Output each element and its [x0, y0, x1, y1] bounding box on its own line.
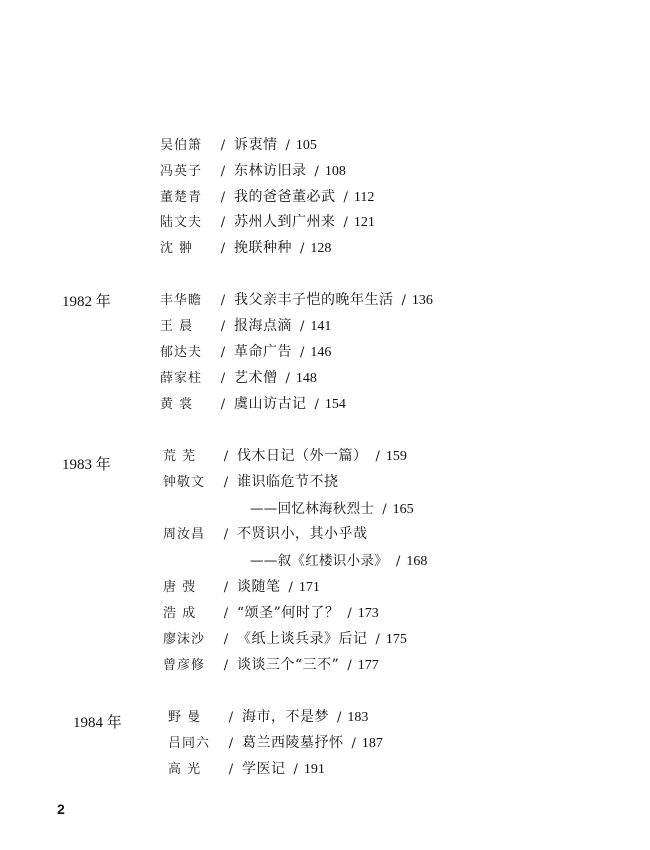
entry-title: 不贤识小，其小乎哉 — [237, 526, 368, 542]
entry-title: 挽联种种 — [234, 240, 292, 256]
entry-title: 谁识临危节不挠 — [237, 474, 339, 490]
entry-page: 112 — [353, 190, 375, 205]
entry-page: 168 — [406, 554, 428, 569]
entry-subtitle: ——叙《红楼识小录》 — [250, 553, 388, 569]
toc-entry — [163, 576, 320, 598]
toc-entry — [163, 523, 368, 545]
toc-entry — [160, 393, 346, 415]
toc-entry-subtitle — [250, 497, 414, 519]
author-separator: / — [223, 449, 229, 464]
entry-page: 165 — [392, 502, 414, 517]
entry-title: 革命广告 — [234, 344, 292, 360]
entry-title: 谈随笔 — [237, 579, 281, 595]
entry-title: 葛兰西陵墓抒怀 — [242, 735, 344, 751]
author-separator: / — [220, 241, 226, 256]
entry-title: 我的爸爸董必武 — [234, 189, 336, 205]
page-separator: / — [382, 502, 387, 517]
author-separator: / — [223, 580, 229, 595]
toc-entry — [163, 602, 379, 624]
entry-page: 191 — [303, 762, 325, 777]
author-separator: / — [223, 475, 229, 490]
entry-page: 105 — [295, 138, 317, 153]
toc-entry — [163, 471, 339, 493]
entry-page: 173 — [357, 606, 379, 621]
author-separator: / — [223, 606, 229, 621]
toc-entry — [160, 315, 331, 337]
toc-entry — [163, 654, 379, 676]
page-separator: / — [314, 164, 319, 179]
year-1984: 1984 年 — [73, 715, 122, 731]
entry-author: 钟敬文 — [163, 475, 206, 490]
toc-entry-subtitle — [250, 549, 427, 571]
entry-author: 薛家柱 — [160, 371, 203, 386]
toc-entry — [160, 211, 375, 233]
entry-page: 175 — [385, 632, 407, 647]
page-separator: / — [396, 554, 401, 569]
author-separator: / — [228, 710, 234, 725]
page-separator: / — [337, 710, 342, 725]
entry-author: 郁达夫 — [160, 345, 203, 360]
toc-entry — [168, 758, 325, 780]
toc-entry — [160, 237, 331, 259]
entry-title: 海市，不是梦 — [242, 709, 329, 725]
entry-page: 183 — [347, 710, 369, 725]
page-separator: / — [375, 632, 380, 647]
entry-author: 吴伯箫 — [160, 138, 203, 153]
author-separator: / — [220, 164, 226, 179]
entry-page: 177 — [357, 658, 379, 673]
page-separator: / — [401, 293, 406, 308]
entry-page: 141 — [310, 319, 332, 334]
toc-entry — [160, 289, 433, 311]
page-separator: / — [343, 190, 348, 205]
toc-entry — [160, 367, 317, 389]
entry-page: 187 — [361, 736, 383, 751]
entry-author: 浩 成 — [163, 606, 197, 621]
page-number: 2 — [57, 801, 65, 817]
entry-title: 虞山访古记 — [234, 396, 307, 412]
entry-title: 《纸上谈兵录》后记 — [237, 631, 368, 647]
toc-entry — [168, 732, 383, 754]
entry-page: 108 — [324, 164, 346, 179]
entry-title: 诉衷情 — [234, 137, 278, 153]
page-separator: / — [285, 371, 290, 386]
toc-entry — [168, 706, 368, 728]
page-separator: / — [288, 580, 293, 595]
entry-title: 谈谈三个“三不” — [237, 657, 340, 673]
author-separator: / — [220, 215, 226, 230]
author-separator: / — [220, 397, 226, 412]
entry-author: 黄 裳 — [160, 397, 194, 412]
page-separator: / — [285, 138, 290, 153]
entry-author: 唐 弢 — [163, 580, 197, 595]
toc-entry — [163, 445, 407, 467]
author-separator: / — [220, 293, 226, 308]
entry-author: 曾彦修 — [163, 658, 206, 673]
page-separator: / — [343, 215, 348, 230]
entry-title: 学医记 — [242, 761, 286, 777]
entry-author: 丰华瞻 — [160, 293, 203, 308]
page-separator: / — [300, 241, 305, 256]
entry-page: 121 — [353, 215, 375, 230]
entry-author: 吕同六 — [168, 736, 211, 751]
entry-author: 王 晨 — [160, 319, 194, 334]
author-separator: / — [223, 632, 229, 647]
entry-title: 东林访旧录 — [234, 163, 307, 179]
entry-page: 128 — [310, 241, 332, 256]
year-1982: 1982 年 — [62, 294, 111, 310]
author-separator: / — [223, 527, 229, 542]
entry-author: 周汝昌 — [163, 527, 206, 542]
entry-author: 高 光 — [168, 762, 202, 777]
author-separator: / — [228, 762, 234, 777]
entry-title: 苏州人到广州来 — [234, 214, 336, 230]
entry-title: 艺术僧 — [234, 370, 278, 386]
page-separator: / — [375, 449, 380, 464]
entry-page: 136 — [411, 293, 433, 308]
entry-title: 报海点滴 — [234, 318, 292, 334]
toc-entry — [160, 341, 331, 363]
entry-title: 伐木日记（外一篇） — [237, 448, 368, 464]
toc-entry — [160, 186, 374, 208]
entry-page: 171 — [298, 580, 320, 595]
entry-page: 146 — [310, 345, 332, 360]
page-separator: / — [300, 319, 305, 334]
entry-author: 荒 芜 — [163, 449, 197, 464]
page-separator: / — [347, 606, 352, 621]
page-separator: / — [293, 762, 298, 777]
author-separator: / — [220, 371, 226, 386]
entry-title: 我父亲丰子恺的晚年生活 — [234, 292, 394, 308]
entry-page: 159 — [385, 449, 407, 464]
page-separator: / — [314, 397, 319, 412]
author-separator: / — [220, 345, 226, 360]
year-1983: 1983 年 — [62, 457, 111, 473]
page-separator: / — [351, 736, 356, 751]
entry-author: 沈 翀 — [160, 241, 194, 256]
entry-author: 陆文夫 — [160, 215, 203, 230]
entry-author: 冯英子 — [160, 164, 203, 179]
author-separator: / — [220, 190, 226, 205]
entry-subtitle: ——回忆林海秋烈士 — [250, 501, 375, 517]
toc-entry — [160, 160, 346, 182]
entry-author: 野 曼 — [168, 710, 202, 725]
entry-page: 148 — [295, 371, 317, 386]
author-separator: / — [220, 319, 226, 334]
author-separator: / — [228, 736, 234, 751]
page-separator: / — [300, 345, 305, 360]
entry-author: 董楚青 — [160, 190, 203, 205]
author-separator: / — [223, 658, 229, 673]
author-separator: / — [220, 138, 226, 153]
page-separator: / — [347, 658, 352, 673]
toc-entry — [160, 134, 317, 156]
entry-title: “颂圣”何时了？ — [237, 605, 340, 621]
toc-entry — [163, 628, 407, 650]
entry-author: 廖沫沙 — [163, 632, 206, 647]
entry-page: 154 — [324, 397, 346, 412]
